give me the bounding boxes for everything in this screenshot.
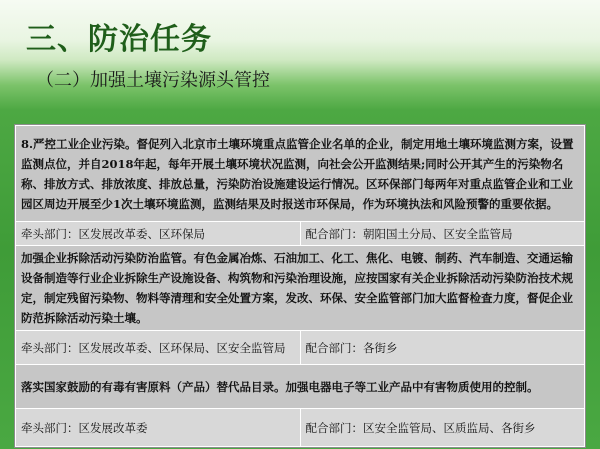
task-table-panel <box>14 124 586 448</box>
lead-department: 牵头部门：区发展改革委 <box>16 409 301 447</box>
task-description: 落实国家鼓励的有毒有害原料（产品）替代品目录。加强电器电子等工业产品中有害物质使用的控制。 <box>16 365 585 409</box>
slide-title: 三、防治任务 <box>26 22 212 57</box>
cooperating-department: 配合部门：朝阳国土分局、区安全监管局 <box>300 222 585 246</box>
slide-subtitle: （二）加强土壤污染源头管控 <box>36 70 270 91</box>
task-table <box>15 125 585 447</box>
task-description: 加强企业拆除活动污染防治监管。有色金属冶炼、石油加工、化工、焦化、电镀、制药、汽车制造、交通运输设备制造等行业企业拆除生产设施设备、构筑物和污染治理设施，应按国家有关企业拆除活动污染防治技术规定，制定残留污染物、物料等清理和安全处置方案，发改、环保、安全监管部门加大监督检查力度，督促企业防范拆除活动污染土壤。 <box>16 246 585 331</box>
cooperating-department: 配合部门：区安全监管局、区质监局、各街乡 <box>300 409 585 447</box>
task-dept-row <box>16 331 585 365</box>
cooperating-department: 配合部门：各街乡 <box>300 331 585 365</box>
task-description: 8.严控工业企业污染。督促列入北京市土壤环境重点监管企业名单的企业，制定用地土壤环境监测方案，设置监测点位，并自2018年起，每年开展土壤环境状况监测，向社会公开监测结果;同时公开其产生的污染物名称、排放方式、排放浓度、排放总量，污染防治设施建设运行情况。区环保部门每两年对重点监管企业和工业园区周边开展至少1次土壤环境监测，监测结果及时报送市环保局，作为环境执法和风险预警的重要依据。 <box>16 126 585 222</box>
task-description-row <box>16 365 585 409</box>
task-dept-row <box>16 409 585 447</box>
task-description-row <box>16 126 585 222</box>
task-dept-row <box>16 222 585 246</box>
task-description-row <box>16 246 585 331</box>
lead-department: 牵头部门：区发展改革委、区环保局、区安全监管局 <box>16 331 301 365</box>
lead-department: 牵头部门：区发展改革委、区环保局 <box>16 222 301 246</box>
